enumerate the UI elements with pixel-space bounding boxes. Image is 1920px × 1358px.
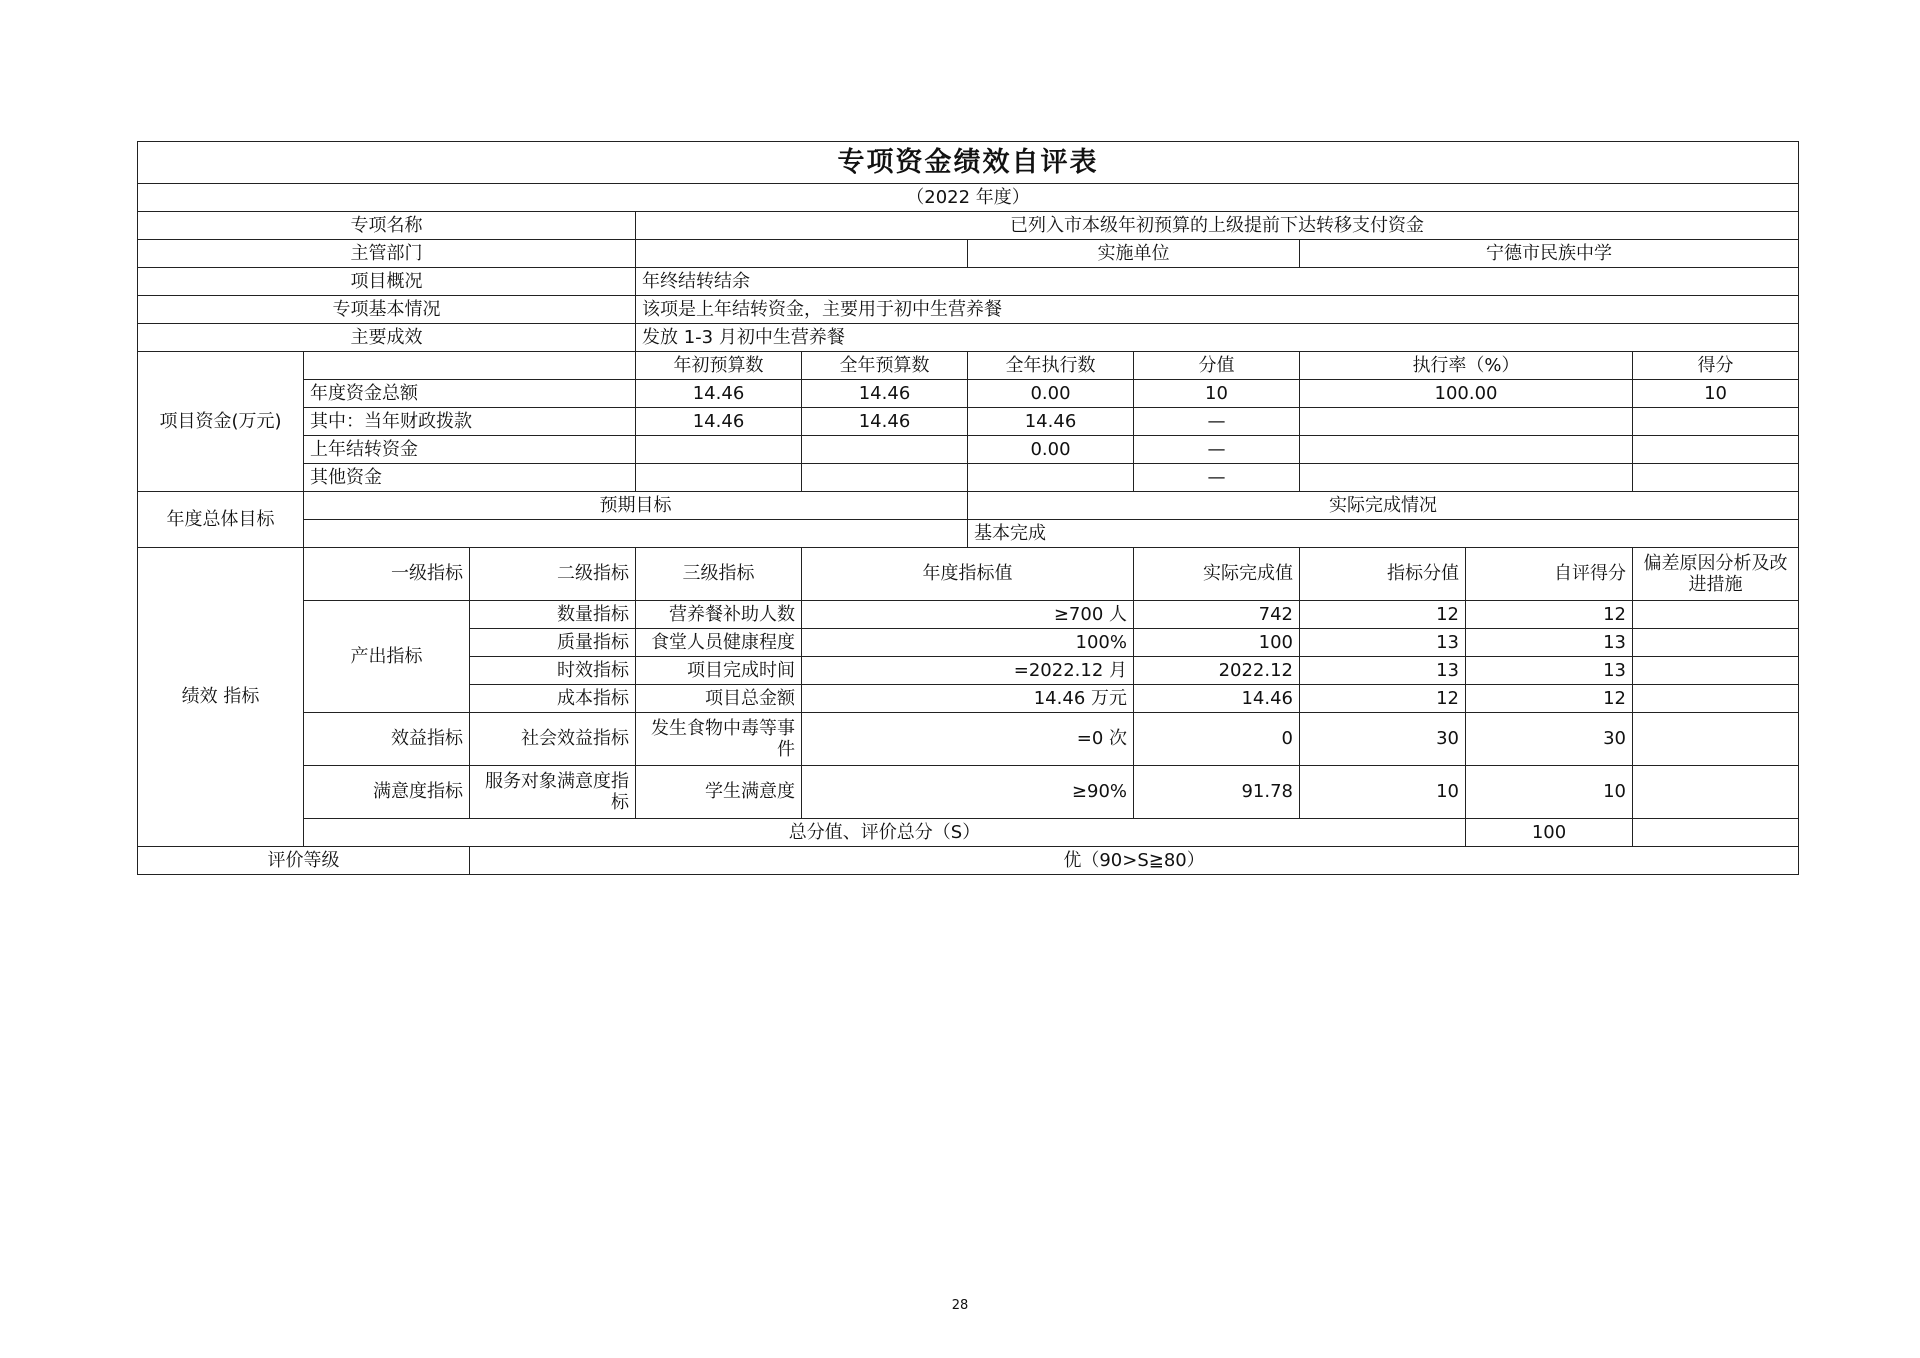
funds-row <box>138 436 1799 464</box>
funds-row-name: 其中：当年财政拨款 <box>304 408 636 436</box>
main-result-label: 主要成效 <box>138 324 636 352</box>
output-indicator-label: 产出指标 <box>304 601 470 713</box>
funds-header: 年初预算数 <box>636 352 802 380</box>
overview-label: 项目概况 <box>138 268 636 296</box>
perf-l2: 服务对象满意度指标 <box>470 766 636 819</box>
funds-cell: 10 <box>1134 380 1300 408</box>
basic-info-value: 该项是上年结转资金，主要用于初中生营养餐 <box>636 296 1799 324</box>
funds-cell: 14.46 <box>636 408 802 436</box>
grade-label: 评价等级 <box>138 847 470 875</box>
perf-score: 13 <box>1466 657 1633 685</box>
funds-header: 分值 <box>1134 352 1300 380</box>
perf-l3: 食堂人员健康程度 <box>636 629 802 657</box>
perf-actual: 100 <box>1134 629 1300 657</box>
perf-weight: 12 <box>1300 601 1466 629</box>
perf-actual: 91.78 <box>1134 766 1300 819</box>
funds-cell: 0.00 <box>968 436 1134 464</box>
main-result-value: 发放 1-3 月初中生营养餐 <box>636 324 1799 352</box>
grade-value: 优（90>S≧80） <box>470 847 1799 875</box>
impl-unit-value: 宁德市民族中学 <box>1300 240 1799 268</box>
satisfaction-indicator-label: 满意度指标 <box>304 766 470 819</box>
funds-row <box>138 464 1799 492</box>
perf-target: 14.46 万元 <box>802 685 1134 713</box>
perf-header: 指标分值 <box>1300 548 1466 601</box>
funds-row <box>138 408 1799 436</box>
table-title: 专项资金绩效自评表 <box>138 142 1799 184</box>
perf-target: =2022.12 月 <box>802 657 1134 685</box>
perf-header: 自评得分 <box>1466 548 1633 601</box>
dept-value <box>636 240 968 268</box>
perf-note <box>1633 629 1799 657</box>
funds-row-name: 年度资金总额 <box>304 380 636 408</box>
funds-cell <box>636 464 802 492</box>
funds-cell: 14.46 <box>802 380 968 408</box>
perf-note <box>1633 766 1799 819</box>
perf-actual: 0 <box>1134 713 1300 766</box>
funds-cell <box>1300 408 1633 436</box>
perf-l2: 质量指标 <box>470 629 636 657</box>
funds-cell <box>1633 408 1799 436</box>
project-name-label: 专项名称 <box>138 212 636 240</box>
basic-info-label: 专项基本情况 <box>138 296 636 324</box>
perf-actual: 2022.12 <box>1134 657 1300 685</box>
funds-cell <box>1300 464 1633 492</box>
perf-actual: 742 <box>1134 601 1300 629</box>
perf-l2: 数量指标 <box>470 601 636 629</box>
funds-cell <box>1633 464 1799 492</box>
perf-weight: 13 <box>1300 629 1466 657</box>
performance-indicators-label: 绩效 指标 <box>138 548 304 847</box>
total-score-label: 总分值、评价总分（S） <box>304 819 1466 847</box>
perf-l2: 成本指标 <box>470 685 636 713</box>
funds-cell: 14.46 <box>802 408 968 436</box>
perf-row <box>138 766 1799 819</box>
expected-goal-value <box>304 520 968 548</box>
perf-header: 实际完成值 <box>1134 548 1300 601</box>
perf-target: =0 次 <box>802 713 1134 766</box>
perf-score: 10 <box>1466 766 1633 819</box>
funds-cell <box>968 464 1134 492</box>
expected-goal-label: 预期目标 <box>304 492 968 520</box>
impl-unit-label: 实施单位 <box>968 240 1300 268</box>
funds-cell: — <box>1134 436 1300 464</box>
funds-header: 全年预算数 <box>802 352 968 380</box>
overview-value: 年终结转结余 <box>636 268 1799 296</box>
funds-cell: 0.00 <box>968 380 1134 408</box>
funds-cell <box>1300 436 1633 464</box>
project-name-value: 已列入市本级年初预算的上级提前下达转移支付资金 <box>636 212 1799 240</box>
perf-l3: 发生食物中毒等事件 <box>636 713 802 766</box>
perf-note <box>1633 685 1799 713</box>
funds-cell: 10 <box>1633 380 1799 408</box>
perf-target: ≥700 人 <box>802 601 1134 629</box>
perf-l3: 项目总金额 <box>636 685 802 713</box>
funds-header: 得分 <box>1633 352 1799 380</box>
total-score-value: 100 <box>1466 819 1633 847</box>
funds-cell <box>802 464 968 492</box>
actual-completion-label: 实际完成情况 <box>968 492 1799 520</box>
funds-cell <box>802 436 968 464</box>
perf-weight: 13 <box>1300 657 1466 685</box>
perf-weight: 12 <box>1300 685 1466 713</box>
funds-row-name: 上年结转资金 <box>304 436 636 464</box>
annual-goal-label: 年度总体目标 <box>138 492 304 548</box>
perf-header: 二级指标 <box>470 548 636 601</box>
perf-note <box>1633 601 1799 629</box>
perf-header: 三级指标 <box>636 548 802 601</box>
dept-label: 主管部门 <box>138 240 636 268</box>
total-score-extra <box>1633 819 1799 847</box>
perf-l3: 学生满意度 <box>636 766 802 819</box>
funds-cell: — <box>1134 464 1300 492</box>
perf-weight: 30 <box>1300 713 1466 766</box>
perf-score: 12 <box>1466 601 1633 629</box>
performance-table-sheet <box>137 141 1798 875</box>
funds-cell: — <box>1134 408 1300 436</box>
funds-cell <box>636 436 802 464</box>
perf-l3: 项目完成时间 <box>636 657 802 685</box>
perf-actual: 14.46 <box>1134 685 1300 713</box>
perf-note <box>1633 713 1799 766</box>
perf-score: 13 <box>1466 629 1633 657</box>
benefit-indicator-label: 效益指标 <box>304 713 470 766</box>
funds-cell: 14.46 <box>968 408 1134 436</box>
perf-row <box>138 713 1799 766</box>
funds-cell <box>1633 436 1799 464</box>
perf-score: 12 <box>1466 685 1633 713</box>
perf-l2: 时效指标 <box>470 657 636 685</box>
performance-table <box>137 141 1799 875</box>
perf-note <box>1633 657 1799 685</box>
perf-l3: 营养餐补助人数 <box>636 601 802 629</box>
perf-score: 30 <box>1466 713 1633 766</box>
perf-header: 偏差原因分析及改进措施 <box>1633 548 1799 601</box>
funds-row <box>138 380 1799 408</box>
funds-label: 项目资金(万元) <box>138 352 304 492</box>
year-label: （2022 年度） <box>138 184 1799 212</box>
funds-cell: 100.00 <box>1300 380 1633 408</box>
funds-header-blank <box>304 352 636 380</box>
funds-header: 全年执行数 <box>968 352 1134 380</box>
perf-l2: 社会效益指标 <box>470 713 636 766</box>
page-number: 28 <box>951 1298 969 1313</box>
perf-target: 100% <box>802 629 1134 657</box>
perf-target: ≥90% <box>802 766 1134 819</box>
perf-header: 一级指标 <box>304 548 470 601</box>
funds-header: 执行率（%） <box>1300 352 1633 380</box>
perf-row <box>138 601 1799 629</box>
actual-completion-value: 基本完成 <box>968 520 1799 548</box>
funds-row-name: 其他资金 <box>304 464 636 492</box>
perf-weight: 10 <box>1300 766 1466 819</box>
perf-header: 年度指标值 <box>802 548 1134 601</box>
funds-cell: 14.46 <box>636 380 802 408</box>
